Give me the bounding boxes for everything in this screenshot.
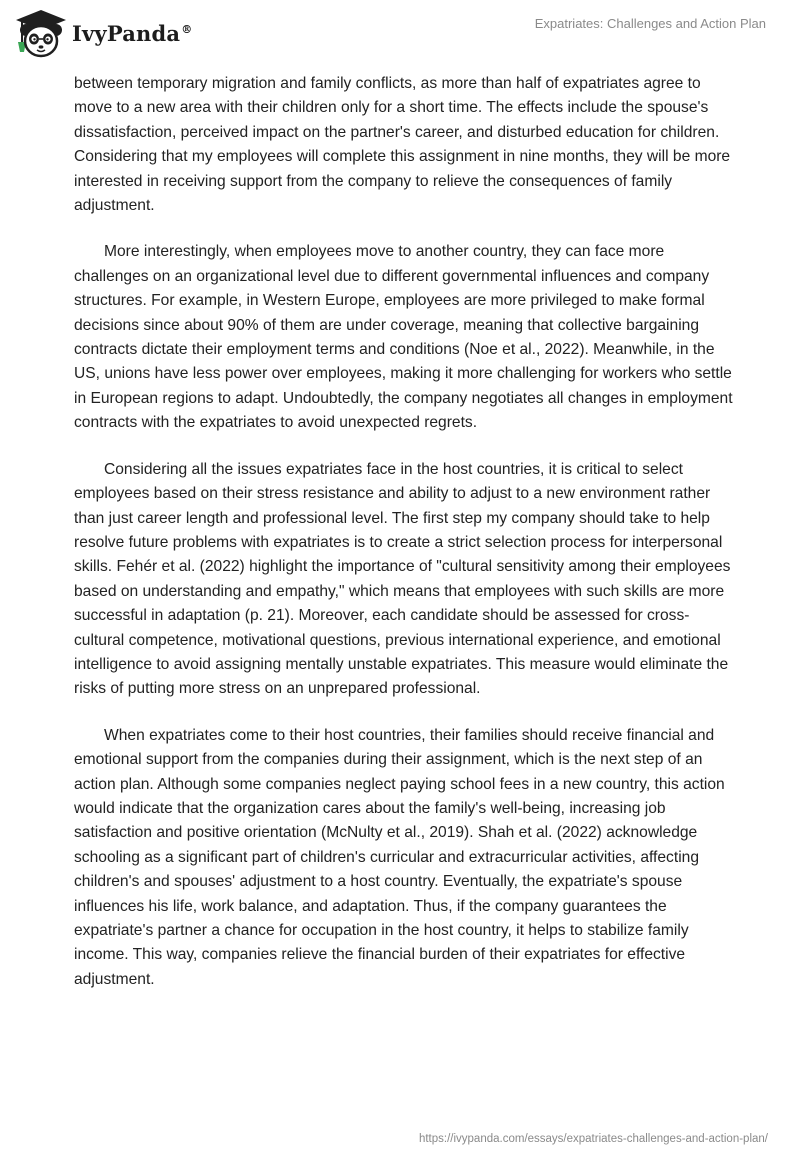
brand-logo[interactable] — [14, 8, 192, 60]
paragraph-selection-process: Considering all the issues expatriates face in the host countries, it is critical to select employees based on their stress resistance and ability to adjust to a new environment rather than just career length and professional level. The first step my company should take to help resolve future problems with expatriates is to create a strict selection process for interpersonal skills. Fehér et al. (2022) highlight the importance of "cultural sensitivity among their employees based on understanding and empathy," which means that employees with such skills are more successful in adaptation (p. 21). Moreover, each candidate should be assessed for cross-cultural competence, motivational questions, previous international experience, and emotional intelligence to avoid assigning mentally unstable expatriates. This measure would eliminate the risks of putting more stress on an unprepared professional. — [74, 460, 731, 698]
paragraph-family-support: When expatriates come to their host countries, their families should receive financial and emotional support from the companies during their assignment, which is the next step of an action plan. Although some companies neglect paying school fees in a new country, this action would indicate that the organization cares about the family's well-being, increasing job satisfaction and positive orientation (McNulty et al., 2019). Shah et al. (2022) acknowledge schooling as a significant part of children's curricular and extracurricular activities, affecting children's and spouses' adjustment to a host country. Eventually, the expatriate's spouse influences his life, work balance, and adaptation. Thus, if the company guarantees the expatriate's partner a chance for occupation in the host country, it helps to stabilize family income. This way, companies relieve the financial burden of their expatriates for effective adjustment. — [74, 726, 725, 988]
essay-body — [74, 72, 734, 1014]
brand-name: IvyPanda® — [72, 20, 193, 46]
page-header — [0, 0, 800, 72]
paragraph-continuation: between temporary migration and family conflicts, as more than half of expatriates agree to move to a new area with their children only for a short time. The effects include the spouse's dissatisfaction, perceived impact on the partner's career, and disturbed education for children. Considering that my employees will complete this assignment in nine months, they will be more interested in receiving support from the company to relieve the consequences of family adjustment. — [74, 75, 731, 215]
registered-mark: ® — [181, 22, 193, 36]
document-title: Expatriates: Challenges and Action Plan — [534, 16, 766, 31]
panda-graduate-logo-icon — [14, 8, 68, 60]
paragraph-organizational-challenges: More interestingly, when employees move to another country, they can face more challenges on an organizational level due to different governmental influences and company structures. For example, in Western Europe, employees are more privileged to make formal decisions since about 90% of them are under coverage, meaning that collective bargaining contracts dictate their employment terms and conditions (Noe et al., 2022). Meanwhile, in the US, unions have less power over employees, making it more challenging for workers who settle in European regions to adapt. Undoubtedly, the company negotiates all changes in employment contracts with the expatriates to avoid unexpected regrets. — [74, 243, 733, 432]
source-url[interactable]: https://ivypanda.com/essays/expatriates-challenges-and-action-plan/ — [418, 1133, 768, 1145]
